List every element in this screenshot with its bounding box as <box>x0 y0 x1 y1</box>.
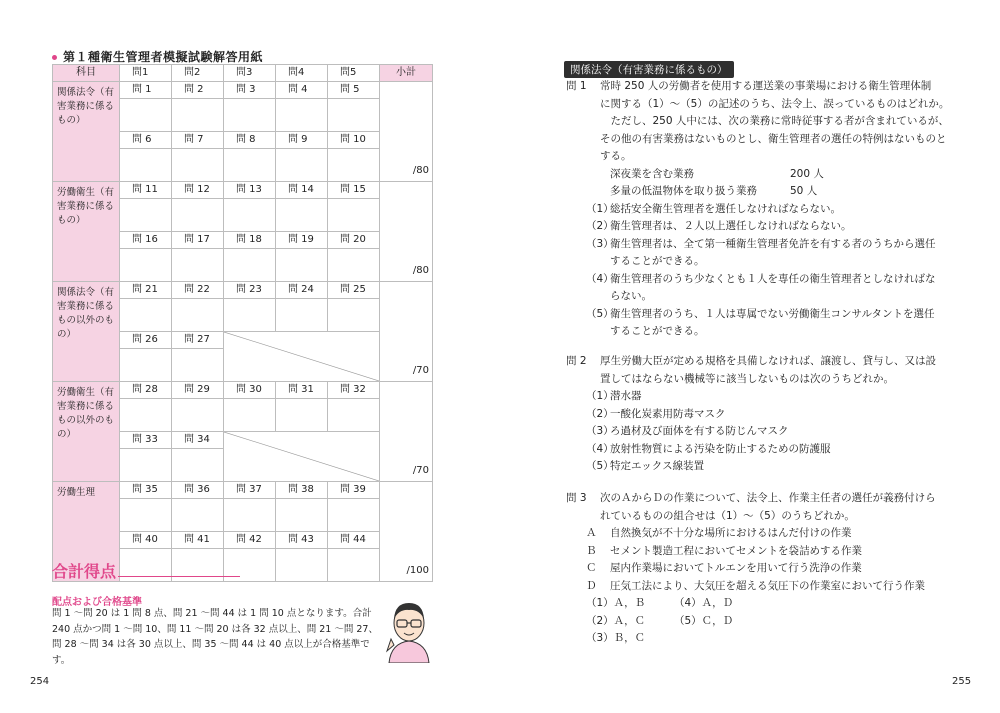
question-number-cell: 問 39 <box>328 482 380 499</box>
question-number-cell: 問 35 <box>120 482 172 499</box>
question-number-cell: 問 37 <box>224 482 276 499</box>
answer-cell[interactable] <box>172 449 224 482</box>
work-item: Ａ 自然換気が不十分な場所におけるはんだ付けの作業 <box>586 527 852 539</box>
question-number-cell: 問 20 <box>328 232 380 249</box>
question-number-cell: 問 43 <box>276 532 328 549</box>
subject-cell: 労働衛生（有害業務に係るもの） <box>53 182 120 282</box>
question-3 <box>566 490 956 648</box>
table-row <box>53 382 433 399</box>
question-text: する。 <box>600 150 632 162</box>
subject-cell: 労働生理 <box>53 482 120 582</box>
answer-option: （4） 衛生管理者のうち少なくとも１人を専任の衛生管理者としなければな らない。 <box>586 272 936 302</box>
header-cell: 問1 <box>120 65 172 82</box>
question-text: に関する（1）〜（5）の記述のうち、法令上、誤っているものはどれか。 <box>600 97 950 110</box>
header-cell: 小計 <box>380 65 433 82</box>
subtotal-cell[interactable]: /100 <box>380 482 433 582</box>
answer-cell[interactable] <box>120 449 172 482</box>
answer-option: （3） 衛生管理者は、全て第一種衛生管理者免許を有する者のうちから選任 することができる。 <box>586 237 936 267</box>
combo-row: （2）Ａ，Ｃ （5）Ｃ，Ｄ <box>586 614 734 627</box>
answer-sheet-table <box>52 64 433 582</box>
question-number-cell: 問 2 <box>172 82 224 99</box>
question-number-cell: 問 10 <box>328 132 380 149</box>
table-row <box>53 482 433 499</box>
answer-option: （5） 特定エックス線装置 <box>586 460 705 472</box>
answer-cell[interactable] <box>120 349 172 382</box>
combo-row: （3）Ｂ，Ｃ <box>586 632 646 644</box>
question-text: その他の有害業務はないものとし、衛生管理者の選任の特例はないものと <box>600 132 947 145</box>
subtotal-cell[interactable]: /70 <box>380 282 433 382</box>
question-number-cell: 問 12 <box>172 182 224 199</box>
answer-cell[interactable] <box>328 299 380 332</box>
question-text: 厚生労働大臣が定める規格を具備しなければ、譲渡し、貸与し、又は設 <box>600 355 936 367</box>
answer-option: （3） ろ過材及び面体を有する防じんマスク <box>586 425 789 437</box>
combo-row: （1）Ａ，Ｂ （4）Ａ，Ｄ <box>586 597 734 609</box>
answer-cell[interactable] <box>276 249 328 282</box>
answer-cell[interactable] <box>276 399 328 432</box>
question-label: 問 3 <box>566 492 587 504</box>
question-number-cell: 問 27 <box>172 332 224 349</box>
answer-cell[interactable] <box>172 199 224 232</box>
question-number-cell: 問 16 <box>120 232 172 249</box>
total-score-label: 合計得点 <box>52 562 117 581</box>
answer-option: （5） 衛生管理者のうち、１人は専属でない労働衛生コンサルタントを選任 することができる。 <box>586 307 935 337</box>
answer-option: （2） 衛生管理者は、２人以上選任しなければならない。 <box>586 220 852 232</box>
question-text: 次のＡからＤの作業について、法令上、作業主任者の選任が義務付けら <box>600 492 936 504</box>
table-row <box>53 82 433 99</box>
question-number-cell: 問 32 <box>328 382 380 399</box>
question-number-cell: 問 38 <box>276 482 328 499</box>
answer-cell[interactable] <box>224 499 276 532</box>
question-number-cell: 問 6 <box>120 132 172 149</box>
answer-cell[interactable] <box>120 299 172 332</box>
answer-cell[interactable] <box>276 199 328 232</box>
answer-cell[interactable] <box>120 249 172 282</box>
question-label: 問 1 <box>566 80 587 92</box>
answer-cell[interactable] <box>120 99 172 132</box>
teacher-avatar-icon <box>385 595 433 663</box>
question-2 <box>566 353 956 476</box>
question-number-cell: 問 29 <box>172 382 224 399</box>
bullet-dot-icon <box>52 55 57 60</box>
scoring-title: 配点および合格基準 <box>52 597 142 608</box>
question-number-cell: 問 42 <box>224 532 276 549</box>
question-number-cell: 問 31 <box>276 382 328 399</box>
scoring-text: 問 1 〜問 20 は 1 問 8 点、問 21 〜問 44 は 1 問 10 点となります。合計 240 点かつ問 1 〜問 10、問 11 〜問 20 は各 32 点以上、問 21 〜問 27、 問 28 〜問 34 は各 30 点以上、問 35 〜問 44 は 40 点以上が合格基準です。 <box>52 608 378 666</box>
answer-cell[interactable] <box>120 399 172 432</box>
question-label: 問 2 <box>566 355 587 367</box>
question-number-cell: 問 34 <box>172 432 224 449</box>
answer-cell[interactable] <box>224 199 276 232</box>
subject-cell: 関係法令（有害業務に係るもの） <box>53 82 120 182</box>
question-number-cell: 問 8 <box>224 132 276 149</box>
answer-cell[interactable] <box>328 99 380 132</box>
answer-cell[interactable] <box>328 149 380 182</box>
question-number-cell: 問 41 <box>172 532 224 549</box>
question-number-cell: 問 18 <box>224 232 276 249</box>
work-item: Ｂ セメント製造工程においてセメントを袋詰めする作業 <box>586 544 862 557</box>
answer-cell[interactable] <box>172 149 224 182</box>
question-number-cell: 問 23 <box>224 282 276 299</box>
subtotal-cell[interactable]: /70 <box>380 382 433 482</box>
work-item: Ｄ 圧気工法により、大気圧を超える気圧下の作業室において行う作業 <box>586 579 925 592</box>
answer-cell[interactable] <box>224 99 276 132</box>
question-number-cell: 問 15 <box>328 182 380 199</box>
answer-cell[interactable] <box>276 549 328 582</box>
question-number-cell: 問 3 <box>224 82 276 99</box>
answer-cell[interactable] <box>172 299 224 332</box>
answer-cell[interactable] <box>276 149 328 182</box>
sheet-title: 第１種衛生管理者模擬試験解答用紙 <box>52 48 263 65</box>
answer-cell[interactable] <box>224 249 276 282</box>
answer-cell[interactable] <box>328 499 380 532</box>
question-number-cell: 問 26 <box>120 332 172 349</box>
page-number: 255 <box>952 676 972 687</box>
header-cell: 問4 <box>276 65 328 82</box>
answer-cell[interactable] <box>172 349 224 382</box>
answer-cell[interactable] <box>328 199 380 232</box>
table-header-row <box>53 65 433 82</box>
question-number-cell: 問 40 <box>120 532 172 549</box>
subtotal-cell[interactable]: /80 <box>380 82 433 182</box>
answer-cell[interactable] <box>276 499 328 532</box>
header-cell: 問3 <box>224 65 276 82</box>
question-number-cell: 問 36 <box>172 482 224 499</box>
answer-cell[interactable] <box>276 99 328 132</box>
answer-option: （1） 総括安全衛生管理者を選任しなければならない。 <box>586 202 841 215</box>
question-number-cell: 問 25 <box>328 282 380 299</box>
question-number-cell: 問 9 <box>276 132 328 149</box>
answer-cell[interactable] <box>120 499 172 532</box>
diagonal-strike <box>224 332 379 381</box>
question-number-cell: 問 22 <box>172 282 224 299</box>
question-text: 常時 250 人の労働者を使用する運送業の事業場における衛生管理体制 <box>600 80 932 92</box>
answer-cell[interactable] <box>224 399 276 432</box>
answer-cell[interactable] <box>276 299 328 332</box>
answer-cell[interactable] <box>224 149 276 182</box>
section-heading: 関係法令（有害業務に係るもの） <box>564 61 734 78</box>
question-number-cell: 問 24 <box>276 282 328 299</box>
answer-option: （2） 一酸化炭素用防毒マスク <box>586 407 726 420</box>
work-item: Ｃ 屋内作業場においてトルエンを用いて行う洗浄の作業 <box>586 562 862 574</box>
question-text: れているものの組合せは（1）〜（5）のうちどれか。 <box>600 509 855 522</box>
answer-cell[interactable] <box>120 199 172 232</box>
question-number-cell: 問 1 <box>120 82 172 99</box>
question-number-cell: 問 4 <box>276 82 328 99</box>
question-text: 置してはならない機械等に該当しないものは次のうちどれか。 <box>600 372 894 385</box>
subject-cell: 関係法令（有害業務に係るもの以外のもの） <box>53 282 120 382</box>
header-cell: 問5 <box>328 65 380 82</box>
answer-option: （1） 潜水器 <box>586 390 642 402</box>
question-number-cell: 問 44 <box>328 532 380 549</box>
question-number-cell: 問 28 <box>120 382 172 399</box>
question-number-cell: 問 19 <box>276 232 328 249</box>
question-number-cell: 問 14 <box>276 182 328 199</box>
table-row <box>53 282 433 299</box>
subject-cell: 労働衛生（有害業務に係るもの以外のもの） <box>53 382 120 482</box>
header-cell: 科目 <box>53 65 120 82</box>
work-row: 多量の低温物体を取り扱う業務 50 人 <box>610 185 818 197</box>
answer-cell[interactable] <box>328 549 380 582</box>
question-text: ただし、250 人中には、次の業務に常時従事する者が含まれているが、 <box>600 115 949 127</box>
unused-cell <box>224 432 380 482</box>
diagonal-strike <box>224 432 379 481</box>
work-row: 深夜業を含む業務 200 人 <box>610 167 824 180</box>
question-number-cell: 問 21 <box>120 282 172 299</box>
answer-option: （4） 放射性物質による汚染を防止するための防護服 <box>586 442 831 455</box>
answer-cell[interactable] <box>172 99 224 132</box>
answer-cell[interactable] <box>224 299 276 332</box>
question-number-cell: 問 7 <box>172 132 224 149</box>
answer-cell[interactable] <box>328 249 380 282</box>
answer-cell[interactable] <box>172 249 224 282</box>
page-number: 254 <box>30 676 50 687</box>
header-cell: 問2 <box>172 65 224 82</box>
unused-cell <box>224 332 380 382</box>
question-number-cell: 問 13 <box>224 182 276 199</box>
answer-cell[interactable] <box>172 499 224 532</box>
question-number-cell: 問 17 <box>172 232 224 249</box>
answer-cell[interactable] <box>328 399 380 432</box>
subtotal-cell[interactable]: /80 <box>380 182 433 282</box>
answer-cell[interactable] <box>120 149 172 182</box>
question-number-cell: 問 11 <box>120 182 172 199</box>
table-row <box>53 182 433 199</box>
answer-cell[interactable] <box>172 399 224 432</box>
question-number-cell: 問 5 <box>328 82 380 99</box>
question-number-cell: 問 33 <box>120 432 172 449</box>
question-number-cell: 問 30 <box>224 382 276 399</box>
total-score-blank[interactable] <box>118 576 240 577</box>
question-1 <box>566 78 956 341</box>
